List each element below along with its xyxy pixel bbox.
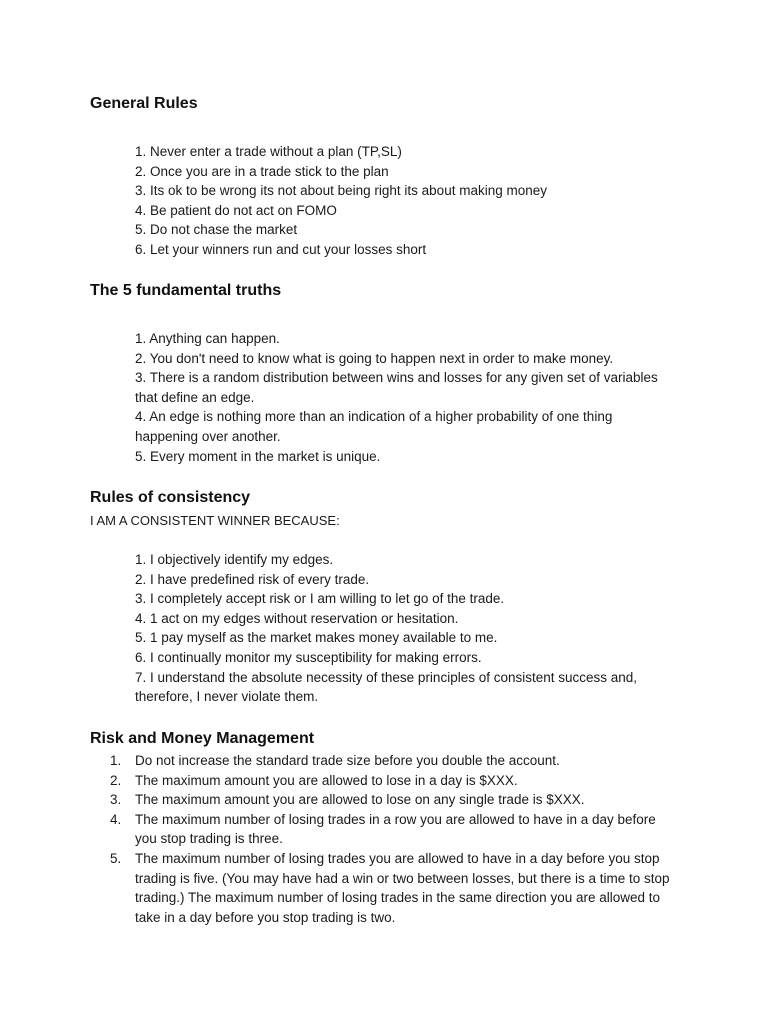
list-item	[110, 810, 675, 849]
list-item-number: 1.	[110, 753, 122, 768]
list-item-text: The maximum amount you are allowed to lose on any single trade is $XXX.	[135, 792, 585, 808]
list-item-text: Do not increase the standard trade size before you double the account.	[135, 753, 560, 768]
list-item: 4. Be patient do not act on FOMO	[135, 202, 337, 218]
list-item: 6. I continually monitor my susceptibility for making errors.	[135, 649, 482, 665]
list-item: 5. Do not chase the market	[135, 222, 298, 238]
list-item-number: 2.	[110, 772, 122, 788]
list-item-text: The maximum amount you are allowed to lose in a day is $XXX.	[135, 772, 518, 788]
list-item: 3. I completely accept risk or I am willing to let go of the trade.	[135, 591, 505, 607]
list-item: 5. Every moment in the market is unique.	[135, 448, 381, 464]
list-item: 1. Anything can happen.	[135, 331, 280, 346]
rules-of-consistency-list	[135, 550, 675, 707]
list-item: 6. Let your winners run and cut your losses short	[135, 241, 427, 257]
list-item: 7. I understand the absolute necessity of these principles of consistent success and, therefore, I never violate them.	[135, 669, 638, 705]
list-item: 1. Never enter a trade without a plan (TP,SL)	[135, 144, 402, 159]
list-item: 1. I objectively identify my edges.	[135, 552, 334, 567]
list-item	[110, 790, 675, 810]
list-item: 4. An edge is nothing more than an indication of a higher probability of one thing happening over another.	[135, 409, 613, 444]
list-item: 4. 1 act on my edges without reservation or hesitation.	[135, 610, 459, 626]
section-subtitle: I AM A CONSISTENT WINNER BECAUSE:	[90, 513, 340, 528]
list-item-text: The maximum number of losing trades you are allowed to have in a day before you stop trading is five. (You may have had a win or two between losses, but there is a time to stop trading.) The maximum number of losing trades in the same direction you are allowed to take in a day before you stop trading is two.	[135, 850, 670, 925]
list-item-number: 3.	[110, 792, 122, 808]
list-item: 2. I have predefined risk of every trade.	[135, 571, 370, 587]
list-item-number: 4.	[110, 811, 122, 827]
section-title-general-rules: General Rules	[90, 95, 198, 112]
general-rules-list	[135, 142, 675, 260]
section-title-risk-money-management: Risk and Money Management	[90, 730, 315, 747]
list-item-text: The maximum number of losing trades in a row you are allowed to have in a day before you stop trading is three.	[135, 811, 656, 847]
section-title-rules-of-consistency: Rules of consistency	[90, 489, 251, 506]
list-item	[110, 849, 675, 927]
list-item: 2. You don't need to know what is going to happen next in order to make money.	[135, 350, 614, 366]
list-item	[110, 771, 675, 791]
risk-management-list	[110, 751, 675, 927]
list-item-number: 5.	[110, 850, 122, 866]
fundamental-truths-list	[135, 329, 675, 466]
list-item	[110, 751, 675, 771]
list-item: 3. Its ok to be wrong its not about being right its about making money	[135, 183, 547, 199]
list-item: 5. 1 pay myself as the market makes money available to me.	[135, 630, 498, 646]
list-item: 3. There is a random distribution between wins and losses for any given set of variables that define an edge.	[135, 370, 658, 405]
list-item: 2. Once you are in a trade stick to the plan	[135, 163, 389, 179]
section-title-fundamental-truths: The 5 fundamental truths	[90, 282, 282, 299]
